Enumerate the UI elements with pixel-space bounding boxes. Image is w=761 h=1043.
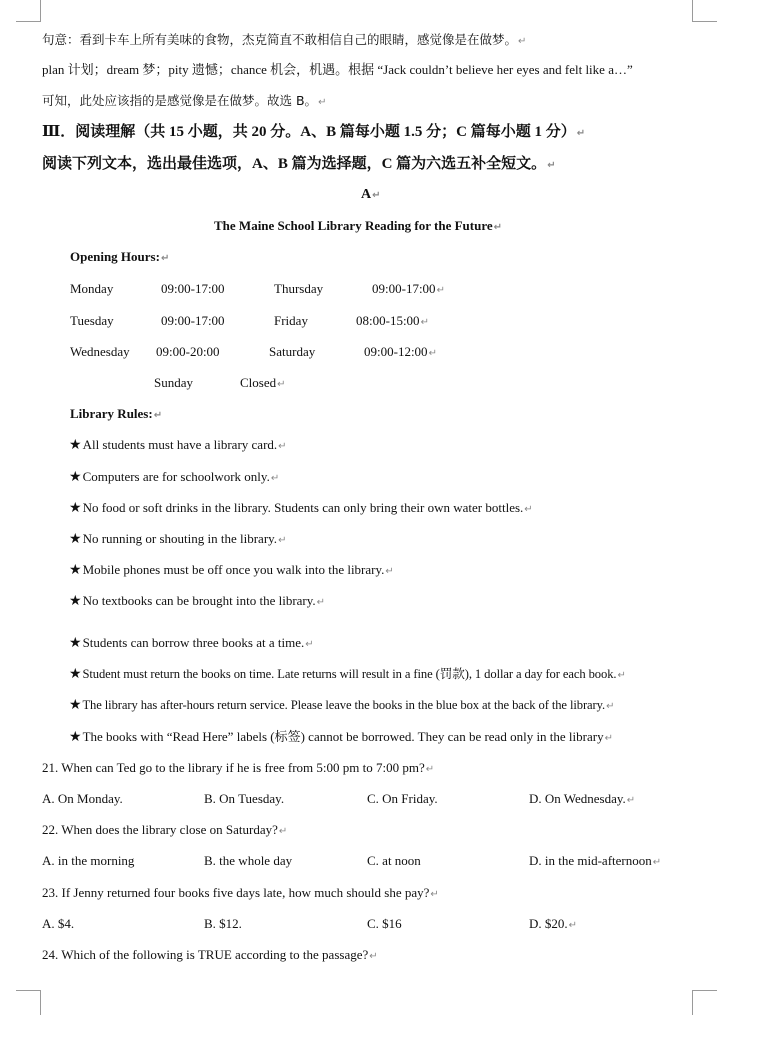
answer-option[interactable]: A. On Monday. bbox=[42, 791, 123, 806]
question-stem: 23. If Jenny returned four books five days late, how much should she pay?↵ bbox=[42, 885, 439, 900]
hours-time: 09:00-20:00 bbox=[156, 344, 220, 359]
star-bullet-icon: ★ bbox=[69, 437, 82, 453]
answer-option[interactable]: B. On Tuesday. bbox=[204, 791, 285, 806]
hours-time: 09:00-12:00↵ bbox=[364, 344, 437, 359]
star-bullet-icon: ★ bbox=[69, 593, 82, 609]
hours-day: Monday bbox=[70, 281, 114, 296]
hours-day: Tuesday bbox=[70, 313, 114, 328]
answer-option[interactable]: D. in the mid-afternoon↵ bbox=[529, 853, 662, 868]
page-corner-mark bbox=[692, 990, 717, 1015]
star-bullet-icon: ★ bbox=[69, 531, 82, 547]
rule-item: ★Mobile phones must be off once you walk into the library.↵ bbox=[69, 562, 394, 578]
rule-item: ★Students can borrow three books at a time.↵ bbox=[69, 635, 314, 651]
rule-item: ★The books with “Read Here” labels (标签) cannot be borrowed. They can be read only in the library↵ bbox=[69, 729, 613, 745]
hours-time: 09:00-17:00 bbox=[161, 281, 225, 296]
passage-title: The Maine School Library Reading for the Future↵ bbox=[214, 218, 503, 233]
answer-option[interactable]: C. at noon bbox=[367, 853, 421, 868]
star-bullet-icon: ★ bbox=[69, 469, 82, 485]
opening-hours-heading: Opening Hours:↵ bbox=[70, 249, 170, 264]
rule-item: ★No running or shouting in the library.↵ bbox=[69, 531, 287, 547]
rule-item: ★Computers are for schoolwork only.↵ bbox=[69, 469, 280, 485]
passage-label: A↵ bbox=[361, 187, 381, 202]
library-rules-heading: Library Rules:↵ bbox=[70, 406, 163, 421]
section-heading: Ⅲ．阅读理解（共 15 小题，共 20 分。A、B 篇每小题 1.5 分；C 篇每小题 1 分）↵ bbox=[42, 124, 586, 140]
rule-item: ★The library has after-hours return service. Please leave the books in the blue box at the back of the library.↵ bbox=[69, 697, 615, 713]
answer-option[interactable]: B. the whole day bbox=[204, 853, 293, 868]
answer-option[interactable]: B. $12. bbox=[204, 916, 242, 931]
hours-day: Sunday bbox=[154, 375, 193, 390]
explanation-line: 可知，此处应该指的是感觉像是在做梦。故选 B。↵ bbox=[42, 93, 327, 108]
star-bullet-icon: ★ bbox=[69, 500, 82, 516]
hours-day: Thursday bbox=[274, 281, 324, 296]
page-corner-mark bbox=[16, 0, 41, 22]
explanation-line: plan 计划；dream 梦；pity 遗憾；chance 机会，机遇。根据 “Jack couldn’t believe her eyes and felt like a…” bbox=[42, 62, 633, 77]
answer-option[interactable]: C. $16 bbox=[367, 916, 402, 931]
star-bullet-icon: ★ bbox=[69, 729, 82, 745]
hours-time: 09:00-17:00↵ bbox=[372, 281, 445, 296]
rule-item: ★Student must return the books on time. Late returns will result in a fine (罚款), 1 dollar a day for each book.↵ bbox=[69, 666, 626, 682]
answer-option[interactable]: A. in the morning bbox=[42, 853, 135, 868]
star-bullet-icon: ★ bbox=[69, 562, 82, 578]
rule-item: ★All students must have a library card.↵ bbox=[69, 437, 287, 453]
explanation-line: 句意：看到卡车上所有美味的食物，杰克简直不敢相信自己的眼睛，感觉像是在做梦。↵ bbox=[42, 32, 527, 47]
hours-time: 08:00-15:00↵ bbox=[356, 313, 429, 328]
hours-time: 09:00-17:00 bbox=[161, 313, 225, 328]
answer-option[interactable]: D. $20.↵ bbox=[529, 916, 578, 931]
hours-day: Friday bbox=[274, 313, 308, 328]
rule-item: ★No food or soft drinks in the library. Students can only bring their own water bottles.↵ bbox=[69, 500, 533, 516]
hours-time: Closed↵ bbox=[240, 375, 286, 390]
star-bullet-icon: ★ bbox=[69, 697, 82, 713]
hours-day: Wednesday bbox=[70, 344, 130, 359]
question-stem: 21. When can Ted go to the library if he is free from 5:00 pm to 7:00 pm?↵ bbox=[42, 760, 435, 775]
answer-option[interactable]: C. On Friday. bbox=[367, 791, 438, 806]
rule-item: ★No textbooks can be brought into the library.↵ bbox=[69, 593, 326, 609]
hours-day: Saturday bbox=[269, 344, 316, 359]
answer-option[interactable]: D. On Wednesday.↵ bbox=[529, 791, 636, 806]
section-instruction: 阅读下列文本，选出最佳选项，A、B 篇为选择题，C 篇为六选五补全短文。↵ bbox=[42, 156, 556, 172]
question-stem: 24. Which of the following is TRUE according to the passage?↵ bbox=[42, 947, 378, 962]
page-corner-mark bbox=[16, 990, 41, 1015]
page-corner-mark bbox=[692, 0, 717, 22]
star-bullet-icon: ★ bbox=[69, 666, 82, 682]
question-stem: 22. When does the library close on Saturday?↵ bbox=[42, 822, 288, 837]
answer-option[interactable]: A. $4. bbox=[42, 916, 75, 931]
star-bullet-icon: ★ bbox=[69, 635, 82, 651]
